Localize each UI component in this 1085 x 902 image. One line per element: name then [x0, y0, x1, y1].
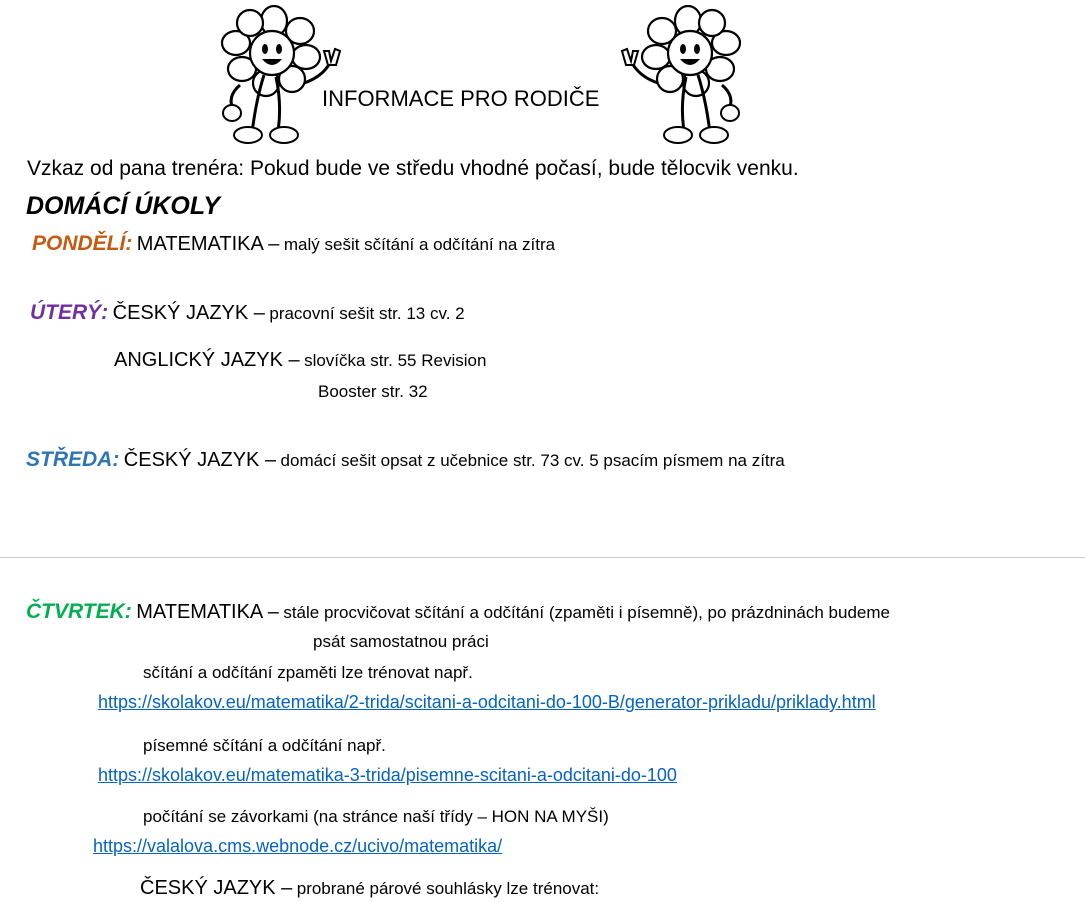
practice-label-brackets: počítání se závorkami (na stránce naší třídy – HON NA MYŠI)	[143, 807, 609, 826]
flower-mascot-left-icon	[212, 5, 347, 150]
task-text-continued: Booster str. 32	[318, 382, 428, 401]
task-text: domácí sešit opsat z učebnice str. 73 cv. 5 psacím písmem na zítra	[280, 451, 785, 470]
tuesday-english-row	[114, 349, 486, 372]
task-text: slovíčka str. 55 Revision	[304, 351, 487, 370]
subject-math: MATEMATIKA –	[136, 601, 279, 623]
flower-mascot-right-icon	[615, 5, 750, 150]
wednesday-row	[26, 448, 785, 472]
subject-english: ANGLICKÝ JAZYK –	[114, 349, 300, 371]
practice-link-mental[interactable]: https://skolakov.eu/matematika/2-trida/scitani-a-odcitani-do-100-B/generator-prikladu/priklady.html	[98, 692, 876, 712]
thursday-row	[26, 600, 890, 624]
task-text: stále procvičovat sčítání a odčítání (zpaměti i písemně), po prázdninách budeme	[283, 603, 890, 622]
tuesday-row	[30, 301, 465, 325]
subject-czech: ČESKÝ JAZYK –	[112, 302, 265, 324]
task-text: pracovní sešit str. 13 cv. 2	[269, 304, 465, 323]
practice-link-brackets[interactable]: https://valalova.cms.webnode.cz/ucivo/matematika/	[93, 836, 503, 856]
task-text-continued: psát samostatnou práci	[313, 632, 489, 651]
day-label-monday: PONDĚLÍ:	[32, 232, 133, 255]
day-label-tuesday: ÚTERÝ:	[30, 301, 109, 324]
homework-heading: DOMÁCÍ ÚKOLY	[26, 192, 220, 220]
subject-math: MATEMATIKA –	[136, 233, 280, 255]
day-label-wednesday: STŘEDA:	[26, 448, 120, 471]
day-label-thursday: ČTVRTEK:	[26, 600, 132, 623]
practice-label-mental: sčítání a odčítání zpaměti lze trénovat např.	[143, 663, 473, 682]
practice-label-written: písemné sčítání a odčítání např.	[143, 736, 386, 755]
page-divider	[0, 557, 1085, 558]
task-text: malý sešit sčítání a odčítání na zítra	[283, 235, 556, 254]
practice-link-written[interactable]: https://skolakov.eu/matematika-3-trida/pisemne-scitani-a-odcitani-do-100	[98, 765, 677, 785]
trainer-message: Vzkaz od pana trenéra: Pokud bude ve středu vhodné počasí, bude tělocvik venku.	[27, 157, 799, 180]
task-text: probrané párové souhlásky lze trénovat:	[296, 879, 600, 898]
monday-row	[32, 232, 555, 256]
subject-czech: ČESKÝ JAZYK –	[140, 877, 293, 899]
subject-czech: ČESKÝ JAZYK –	[123, 449, 277, 471]
page-title: INFORMACE PRO RODIČE	[322, 86, 600, 111]
thursday-czech-row	[140, 877, 599, 900]
